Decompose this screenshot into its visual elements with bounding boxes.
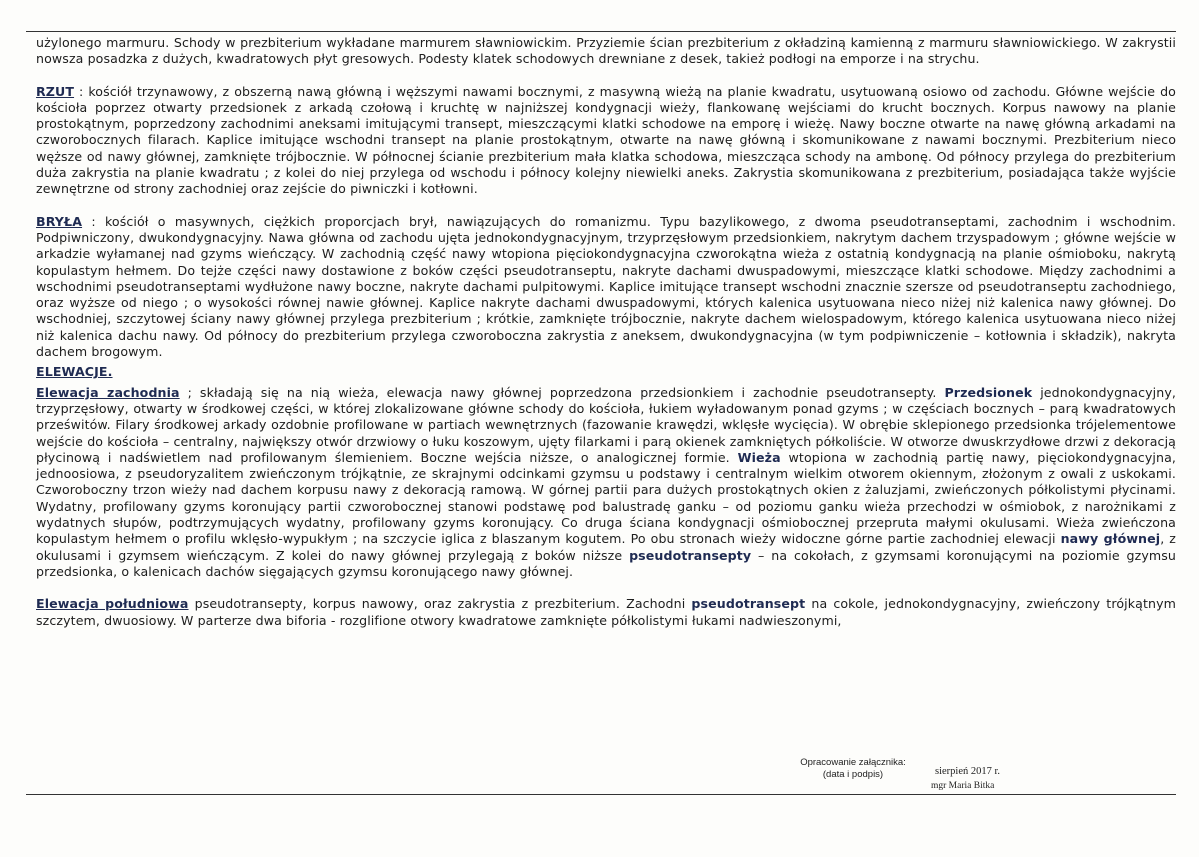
heading-elewacja-poludniowa: Elewacja południowa: [36, 596, 189, 612]
footer-author: mgr Maria Bitka: [931, 781, 995, 791]
heading-elewacja-zachodnia: Elewacja zachodnia: [36, 384, 180, 400]
zach-text-2: jednokondygnacyjny, trzyprzęsłowy, otwarty w środkowej części, w której zlokalizowane główne schody do kościoła, łukiem wyładowanym ponad gzyms ; w częściach bocznych – parą kwadratowych prześwitów. Filary środkowej arkady ozdobnie profilowane w partiach wewnętrznych (fazowanie krawędzi, wklęsłe wycięcia). W obrębie sklepionego przedsionka trójelementowe wejście do kościoła – centralny, największy otwór drzwiowy o łuku koszowym, ujęty filarkami i parą okienek zamkniętych półkoliście. W otworze dwuskrzydłowe drzwi z dekoracją płycinową i nadświetlem nad profilowanym ślemieniem. Boczne wejścia niższe, o analogicznej formie.: [36, 384, 1177, 465]
bottom-rule: [26, 794, 1176, 795]
footer-label-line2: (data i podpis): [822, 769, 884, 780]
zach-text-4: , z okulusami i gzymsem wieńczącym. Z kolei do nawy głównej przylegają z boków niższe: [36, 531, 1176, 563]
pol-text-2: na cokole, jednokondygnacyjny, zwieńczony trójkątnym szczytem, dwuosiowy. W parterze dwa biforia - rozglifione otwory kwadratowe zamknięte półkolistymi łukami nadwieszonymi,: [36, 596, 1177, 628]
term-pseudotransepty: pseudotransepty: [629, 547, 752, 563]
rzut-text: : kościół trzynawowy, z obszerną nawą główną i węższymi nawami bocznymi, z masywną wieżą na planie kwadratu, usytuowaną osiowo od zachodu. Główne wejście do kościoła poprzez otwarty przedsionek z arkadą czołową i kruchtę w najniższej kondygnacji wieży, flankowanę wejściami do krucht bocznych. Korpus nawowy na planie prostokątnym, poprzedzony zachodnimi aneksami imitującymi transept, mieszczącymi klatki schodowe na emporę i wieżę. Nawy boczne otwarte na nawę główną arkadami na czworobocznych filarach. Kaplice imitujące wschodni transept na planie prostokątnym, otwarte na nawę główną i skomunikowane z nawami bocznymi. Prezbiterium nieco węższe od nawy głównej, zamknięte trójbocznie. W północnej ścianie prezbiterium mała klatka schodowa, mieszcząca schody na ambonę. Od północy przylega do prezbiterium duża zakrystia na planie kwadratu ; z kolei do niej przylega od wschodu i północy kolejny niewielki aneks. Zakrystia skomunikowana z prezbiterium, posiadająca także wyjście zewnętrzne od strony zachodniej oraz zejście do piwniczki i kotłowni.: [36, 83, 1176, 197]
footer-date: sierpień 2017 r.: [935, 766, 1001, 777]
term-wieza: Wieża: [737, 449, 781, 465]
footer-label: [788, 757, 918, 781]
heading-rzut: RZUT: [36, 83, 75, 99]
bryla-text: : kościół o masywnych, ciężkich proporcjach brył, nawiązujących do romanizmu. Typu bazylikowego, z dwoma pseudotranseptami, zachodnim i wschodnim. Podpiwniczony, dwukondygnacyjny. Nawa główna od zachodu ujęta jednokondygnacyjnym, trzyprzęsłowym przedsionkiem, nakrytym dachem trzyspadowym ; główne wejście w arkadzie wyłamanej nad gzyms wieńczący. W zachodnią część nawy wtopiona pięciokondygnacyjna czworokątna wieża z ostatnią kondygnacją na planie ośmioboku, nakrytą kopulastym hełmem. Do tejże części nawy dostawione z boków części pseudotranseptu, nakryte dachami dwuspadowymi, mieszczące klatki schodowe. Między zachodnimi a wschodnimi pseudotranseptami wydłużone nawy boczne, nakryte dachami pulpitowymi. Kaplice imitujące transept wschodni znacznie szersze od pseudotranseptu zachodniego, oraz wyższe od niego ; o wysokości równej nawie głównej. Kaplice nakryte dachami dwuspadowymi, których kalenica usytuowana nieco niżej niż kalenica nawy głównej. Do wschodniej, szczytowej ściany nawy głównej przylega prezbiterium ; krótkie, zamknięte trójbocznie, nakryte dachem wielospadowym, którego kalenica usytuowana nieco niżej niż kalenica dachu nawy. Od północy do prezbiterium przylega czworoboczna zakrystia z aneksem, dwukondygnacyjna (w tym podpiwniczenie – kotłownia i składzik), nakryta dachem brogowym.: [36, 213, 1176, 360]
section-elewacje: [36, 364, 1176, 380]
section-bryla: [36, 214, 1176, 361]
pol-text-1: pseudotransepty, korpus nawowy, oraz zakrystia z prezbiterium. Zachodni: [188, 596, 692, 612]
term-pseudotransept: pseudotransept: [691, 596, 806, 612]
zach-text-1: ; składają się na nią wieża, elewacja nawy głównej poprzedzona przedsionkiem i zachodnie pseudotransepty.: [179, 384, 945, 400]
section-rzut: [36, 84, 1176, 198]
top-rule: [26, 31, 1176, 32]
footer-label-line1: Opracowanie załącznika:: [800, 757, 906, 768]
section-elewacja-zachodnia: [36, 385, 1176, 581]
document-body: [36, 35, 1176, 629]
heading-elewacje: ELEWACJE.: [36, 364, 113, 380]
section-elewacja-poludniowa: [36, 596, 1176, 629]
paragraph-materials: użylonego marmuru. Schody w prezbiterium wykładane marmurem sławniowickim. Przyziemie ścian prezbiterium z okładziną kamienną z marmuru sławniowickiego. W zakrystii nowsza posadzka z dużych, kwadratowych płyt gresowych. Podesty klatek schodowych drewniane z desek, takież podłogi na emporze i na strychu.: [36, 35, 1176, 67]
term-przedsionek: Przedsionek: [944, 384, 1033, 400]
term-nawy-glownej: nawy głównej: [1060, 531, 1161, 547]
heading-bryla: BRYŁA: [36, 213, 83, 229]
zach-text-5: – na cokołach, z gzymsami koronującymi na poziomie gzymsu przedsionka, o kalenicach dachów sięgających gzymsu koronującego nawy głównej.: [36, 547, 1177, 579]
zach-text-3: wtopiona w zachodnią partię nawy, pięciokondygnacyjna, jednoosiowa, z pseudoryzalitem zwieńczonym trójkątnie, ze skrajnymi odcinkami gzymsu u podstawy i centralnym wielkim otworem okiennym, złożonym z owali z uskokami. Czworoboczny trzon wieży nad dachem korpusu nawy z dekoracją ramową. W górnej partii para dużych prostokątnych okien z żaluzjami, zwieńczonych półkolistymi płycinami. Wydatny, profilowany gzyms koronujący partii czworobocznej stanowi podstawę pod balustradę ganku – od poziomu ganku wieża przechodzi w ośmiobok, z narożnikami z wydatnych słupów, podtrzymujących wydatny, profilowany gzyms koronujący. Co druga ściana kondygnacji ośmiobocznej przepruta małymi okulusami. Wieża zwieńczona kopulastym hełmem o profilu wklęsło-wypukłym ; na szczycie iglica z blaszanym kogutem. Po obu stronach wieży widoczne górne partie zachodniej elewacji: [36, 449, 1176, 547]
